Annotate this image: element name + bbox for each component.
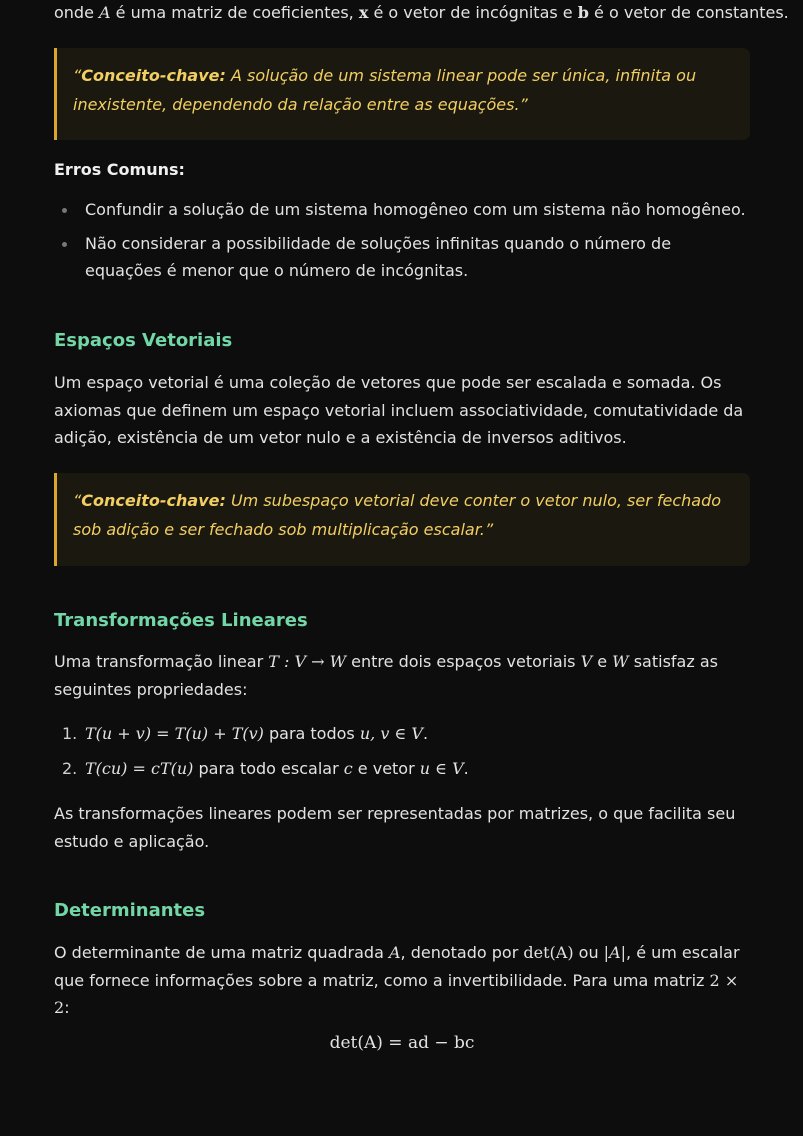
- callout-text: A solução de um sistema linear pode ser única, infinita ou inexistente, dependendo da relação entre as equações.”: [73, 66, 697, 114]
- text: para todos: [263, 724, 360, 743]
- math-b-vector: b: [577, 3, 589, 22]
- key-concept-callout-systems: [54, 48, 750, 140]
- math-x-vector: x: [358, 3, 369, 22]
- section-heading-linear-transformations: Transformações Lineares: [54, 610, 308, 631]
- math-additivity: T(u + v) = T(u) + T(v): [85, 724, 264, 743]
- intro-line: [54, 0, 789, 27]
- math-homogeneity: T(cu) = cT(u): [85, 759, 194, 778]
- math-c: c: [343, 759, 353, 778]
- math-A: A: [99, 3, 111, 22]
- text: onde: [54, 3, 100, 22]
- list-item: [54, 751, 750, 786]
- text: ou: [573, 943, 604, 962]
- math-V: V: [580, 652, 593, 671]
- math-u-in-V: u ∈ V: [419, 759, 464, 778]
- math-A: A: [388, 943, 401, 962]
- linear-transformations-intro: [54, 648, 750, 703]
- key-concept-callout-subspace: [54, 473, 750, 566]
- text: .: [463, 759, 469, 778]
- list-item: Não considerar a possibilidade de soluções infinitas quando o número de equações é menor que o número de incógnitas.: [54, 230, 750, 284]
- section-heading-determinants: Determinantes: [54, 900, 206, 921]
- determinant-formula: det(A) = ad − bc: [329, 1033, 475, 1053]
- text: é o vetor de incógnitas e: [368, 3, 578, 22]
- text: O determinante de uma matriz quadrada: [54, 943, 389, 962]
- text: satisfaz as seguintes propriedades:: [54, 652, 718, 699]
- text: é uma matriz de coeficientes,: [110, 3, 359, 22]
- section-heading-vector-spaces: Espaços Vetoriais: [54, 330, 233, 351]
- math-absA: |A|: [603, 943, 627, 962]
- callout-label: Conceito-chave:: [81, 66, 226, 85]
- math-W: W: [612, 652, 629, 671]
- list-number: 1.: [62, 724, 78, 743]
- linearity-properties-list: [54, 716, 750, 786]
- text: e: [592, 652, 613, 671]
- text: é o vetor de constantes.: [588, 3, 789, 22]
- text: para todo escalar: [193, 759, 344, 778]
- list-number: 2.: [62, 759, 78, 778]
- math-T-mapping: T : V → W: [268, 652, 347, 671]
- list-item: [54, 716, 750, 751]
- math-detA: det(A): [523, 943, 574, 962]
- text: entre dois espaços vetoriais: [346, 652, 581, 671]
- math-uv-in-V: u, v ∈ V: [359, 724, 423, 743]
- quote-mark: “: [73, 491, 82, 510]
- text: e vetor: [352, 759, 420, 778]
- text: .: [422, 724, 429, 743]
- callout-label: Conceito-chave:: [81, 491, 226, 510]
- determinants-intro: [54, 939, 750, 1022]
- common-errors-heading: Erros Comuns:: [54, 160, 185, 179]
- text: , é um escalar que fornece informações sobre a matriz, como a invertibilidade. Para uma matriz: [54, 943, 740, 990]
- common-errors-list: [54, 196, 750, 291]
- vector-spaces-paragraph: Um espaço vetorial é uma coleção de vetores que pode ser escalada e somada. Os axiomas que definem um espaço vetorial incluem associatividade, comutatividade da adição, existência de um vetor nulo e a existência de inversos aditivos.: [54, 373, 744, 447]
- quote-mark: “: [73, 66, 82, 85]
- text: :: [64, 998, 70, 1017]
- list-item: Confundir a solução de um sistema homogêneo com um sistema não homogêneo.: [54, 196, 750, 223]
- callout-text: Um subespaço vetorial deve conter o vetor nulo, ser fechado sob adição e ser fechado sob multiplicação escalar.”: [73, 491, 722, 539]
- linear-transformations-closing: As transformações lineares podem ser representadas por matrizes, o que facilita seu estudo e aplicação.: [54, 804, 736, 851]
- math-2x2: 2 × 2: [54, 970, 739, 1017]
- text: Uma transformação linear: [54, 652, 269, 671]
- text: , denotado por: [400, 943, 524, 962]
